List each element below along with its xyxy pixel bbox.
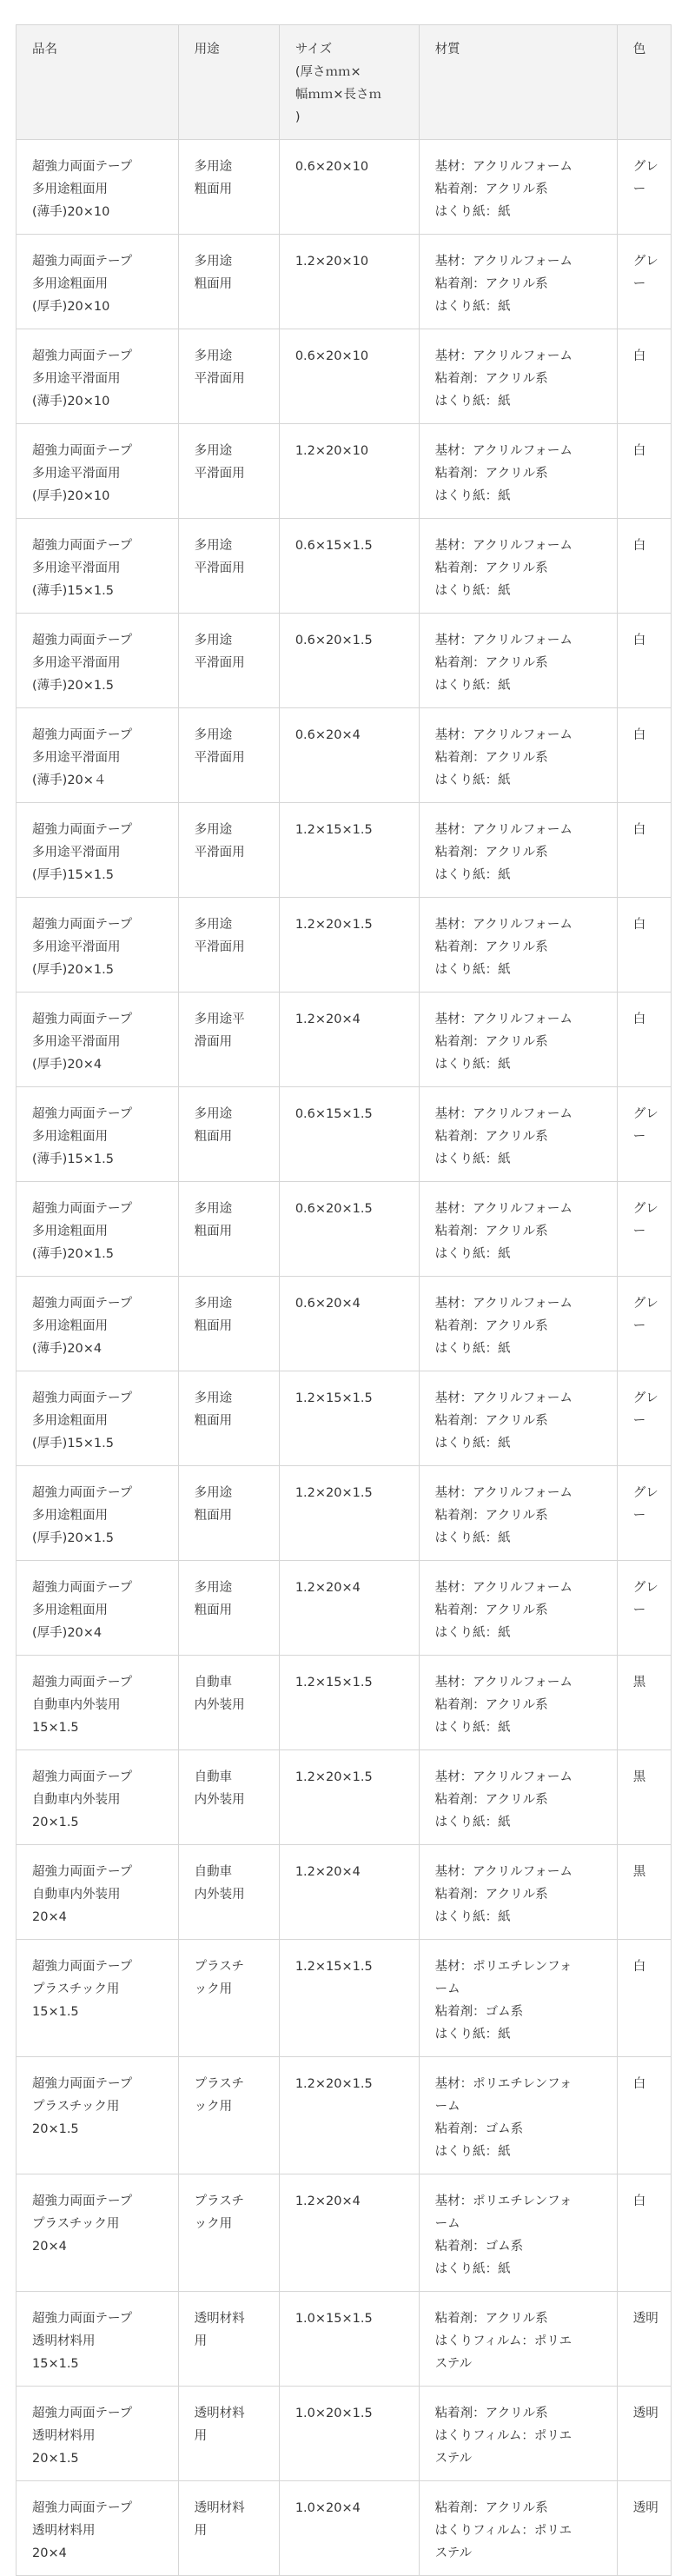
cell-usage: 透明材料 用 <box>178 2292 279 2387</box>
cell-product-name: 超強力両面テープ 自動車内外装用 20×4 <box>17 1845 179 1940</box>
cell-material: 粘着剤：アクリル系 はくりフィルム：ポリエ ステル <box>419 2292 617 2387</box>
cell-material: 基材：アクリルフォーム 粘着剤：アクリル系 はくり紙：紙 <box>419 1845 617 1940</box>
cell-material: 基材：アクリルフォーム 粘着剤：アクリル系 はくり紙：紙 <box>419 708 617 803</box>
cell-product-name: 超強力両面テープ 多用途粗面用 (薄手)20×1.5 <box>17 1182 179 1277</box>
cell-size: 0.6×20×1.5 <box>279 614 419 708</box>
cell-color: 白 <box>617 2174 671 2292</box>
header-color: 色 <box>617 25 671 140</box>
cell-product-name: 超強力両面テープ 多用途平滑面用 (薄手)20×10 <box>17 329 179 424</box>
table-row <box>17 1371 672 1466</box>
table-row <box>17 424 672 519</box>
cell-product-name: 超強力両面テープ 多用途粗面用 (厚手)20×4 <box>17 1561 179 1656</box>
table-row <box>17 708 672 803</box>
cell-size: 0.6×20×10 <box>279 329 419 424</box>
product-spec-table-container <box>16 24 672 2576</box>
cell-product-name: 超強力両面テープ 多用途粗面用 (厚手)20×10 <box>17 235 179 329</box>
cell-size: 1.2×15×1.5 <box>279 1656 419 1750</box>
cell-usage: 自動車 内外装用 <box>178 1845 279 1940</box>
cell-size: 0.6×20×4 <box>279 708 419 803</box>
cell-size: 0.6×15×1.5 <box>279 1087 419 1182</box>
cell-color: グレー <box>617 1466 671 1561</box>
cell-usage: 多用途 粗面用 <box>178 235 279 329</box>
cell-material: 基材：アクリルフォーム 粘着剤：アクリル系 はくり紙：紙 <box>419 1277 617 1371</box>
cell-usage: 多用途 平滑面用 <box>178 708 279 803</box>
cell-material: 基材：アクリルフォーム 粘着剤：アクリル系 はくり紙：紙 <box>419 898 617 993</box>
cell-product-name: 超強力両面テープ 多用途粗面用 (厚手)15×1.5 <box>17 1371 179 1466</box>
table-row <box>17 2057 672 2174</box>
cell-material: 基材：ポリエチレンフォ ーム 粘着剤：ゴム系 はくり紙：紙 <box>419 2174 617 2292</box>
cell-material: 基材：アクリルフォーム 粘着剤：アクリル系 はくり紙：紙 <box>419 803 617 898</box>
cell-color: 白 <box>617 614 671 708</box>
cell-material: 粘着剤：アクリル系 はくりフィルム：ポリエ ステル <box>419 2387 617 2481</box>
cell-product-name: 超強力両面テープ 多用途粗面用 (薄手)15×1.5 <box>17 1087 179 1182</box>
table-row <box>17 803 672 898</box>
cell-material: 基材：アクリルフォーム 粘着剤：アクリル系 はくり紙：紙 <box>419 1656 617 1750</box>
cell-color: 白 <box>617 993 671 1087</box>
cell-color: 白 <box>617 803 671 898</box>
table-row <box>17 1561 672 1656</box>
cell-size: 1.2×20×1.5 <box>279 1750 419 1845</box>
cell-product-name: 超強力両面テープ 多用途平滑面用 (厚手)20×1.5 <box>17 898 179 993</box>
cell-material: 基材：アクリルフォーム 粘着剤：アクリル系 はくり紙：紙 <box>419 1750 617 1845</box>
header-material: 材質 <box>419 25 617 140</box>
cell-color: グレー <box>617 1561 671 1656</box>
product-spec-table <box>16 24 672 2576</box>
cell-size: 1.2×20×10 <box>279 424 419 519</box>
table-row <box>17 1845 672 1940</box>
cell-size: 1.2×15×1.5 <box>279 1940 419 2057</box>
cell-usage: 多用途 平滑面用 <box>178 424 279 519</box>
table-row <box>17 2174 672 2292</box>
cell-color: グレー <box>617 1371 671 1466</box>
cell-product-name: 超強力両面テープ 多用途平滑面用 (薄手)20×1.5 <box>17 614 179 708</box>
cell-material: 基材：ポリエチレンフォ ーム 粘着剤：ゴム系 はくり紙：紙 <box>419 2057 617 2174</box>
cell-usage: 多用途 粗面用 <box>178 1466 279 1561</box>
cell-material: 基材：アクリルフォーム 粘着剤：アクリル系 はくり紙：紙 <box>419 1466 617 1561</box>
cell-size: 0.6×15×1.5 <box>279 519 419 614</box>
cell-usage: 多用途 平滑面用 <box>178 803 279 898</box>
cell-usage: プラスチ ック用 <box>178 2057 279 2174</box>
cell-product-name: 超強力両面テープ 多用途粗面用 (薄手)20×4 <box>17 1277 179 1371</box>
cell-size: 0.6×20×4 <box>279 1277 419 1371</box>
cell-material: 基材：アクリルフォーム 粘着剤：アクリル系 はくり紙：紙 <box>419 424 617 519</box>
cell-size: 1.0×20×1.5 <box>279 2387 419 2481</box>
table-row <box>17 329 672 424</box>
table-row <box>17 614 672 708</box>
cell-material: 基材：アクリルフォーム 粘着剤：アクリル系 はくり紙：紙 <box>419 1182 617 1277</box>
cell-material: 基材：アクリルフォーム 粘着剤：アクリル系 はくり紙：紙 <box>419 1561 617 1656</box>
table-row <box>17 519 672 614</box>
cell-material: 基材：アクリルフォーム 粘着剤：アクリル系 はくり紙：紙 <box>419 1371 617 1466</box>
cell-material: 基材：アクリルフォーム 粘着剤：アクリル系 はくり紙：紙 <box>419 140 617 235</box>
cell-usage: 多用途 粗面用 <box>178 1182 279 1277</box>
table-row <box>17 2387 672 2481</box>
table-row <box>17 1087 672 1182</box>
table-row <box>17 1466 672 1561</box>
cell-usage: 多用途 粗面用 <box>178 1371 279 1466</box>
cell-size: 1.2×20×1.5 <box>279 898 419 993</box>
cell-usage: 自動車 内外装用 <box>178 1750 279 1845</box>
cell-size: 1.0×15×1.5 <box>279 2292 419 2387</box>
cell-usage: 多用途 粗面用 <box>178 1087 279 1182</box>
cell-product-name: 超強力両面テープ 多用途粗面用 (厚手)20×1.5 <box>17 1466 179 1561</box>
cell-product-name: 超強力両面テープ プラスチック用 20×1.5 <box>17 2057 179 2174</box>
cell-color: 黒 <box>617 1845 671 1940</box>
cell-size: 1.2×20×10 <box>279 235 419 329</box>
cell-color: グレー <box>617 1277 671 1371</box>
table-row <box>17 1940 672 2057</box>
cell-product-name: 超強力両面テープ 多用途平滑面用 (厚手)20×4 <box>17 993 179 1087</box>
cell-product-name: 超強力両面テープ 多用途平滑面用 (薄手)15×1.5 <box>17 519 179 614</box>
cell-color: 白 <box>617 519 671 614</box>
cell-material: 基材：アクリルフォーム 粘着剤：アクリル系 はくり紙：紙 <box>419 235 617 329</box>
cell-size: 1.2×15×1.5 <box>279 803 419 898</box>
cell-size: 1.2×20×1.5 <box>279 1466 419 1561</box>
cell-color: グレー <box>617 235 671 329</box>
cell-color: 白 <box>617 424 671 519</box>
cell-material: 基材：アクリルフォーム 粘着剤：アクリル系 はくり紙：紙 <box>419 1087 617 1182</box>
header-row <box>17 25 672 140</box>
cell-product-name: 超強力両面テープ 多用途平滑面用 (厚手)20×10 <box>17 424 179 519</box>
table-row <box>17 1750 672 1845</box>
table-row <box>17 898 672 993</box>
header-product-name: 品名 <box>17 25 179 140</box>
table-header <box>17 25 672 140</box>
cell-product-name: 超強力両面テープ 自動車内外装用 15×1.5 <box>17 1656 179 1750</box>
cell-color: グレー <box>617 1087 671 1182</box>
cell-size: 0.6×20×10 <box>279 140 419 235</box>
cell-color: 白 <box>617 708 671 803</box>
cell-size: 1.2×20×4 <box>279 1845 419 1940</box>
cell-product-name: 超強力両面テープ 多用途粗面用 (薄手)20×10 <box>17 140 179 235</box>
cell-size: 1.0×20×4 <box>279 2481 419 2576</box>
table-row <box>17 1656 672 1750</box>
cell-usage: 多用途 平滑面用 <box>178 329 279 424</box>
cell-product-name: 超強力両面テープ 透明材料用 20×4 <box>17 2481 179 2576</box>
cell-color: 透明 <box>617 2387 671 2481</box>
cell-color: 白 <box>617 1940 671 2057</box>
cell-color: 黒 <box>617 1656 671 1750</box>
header-usage: 用途 <box>178 25 279 140</box>
cell-usage: 多用途 粗面用 <box>178 140 279 235</box>
cell-product-name: 超強力両面テープ 透明材料用 20×1.5 <box>17 2387 179 2481</box>
cell-color: 白 <box>617 329 671 424</box>
cell-usage: 多用途 粗面用 <box>178 1277 279 1371</box>
cell-product-name: 超強力両面テープ 透明材料用 15×1.5 <box>17 2292 179 2387</box>
cell-usage: 多用途 平滑面用 <box>178 519 279 614</box>
cell-material: 基材：アクリルフォーム 粘着剤：アクリル系 はくり紙：紙 <box>419 329 617 424</box>
cell-usage: 透明材料 用 <box>178 2481 279 2576</box>
table-row <box>17 993 672 1087</box>
cell-material: 基材：アクリルフォーム 粘着剤：アクリル系 はくり紙：紙 <box>419 993 617 1087</box>
cell-color: グレー <box>617 1182 671 1277</box>
table-row <box>17 2481 672 2576</box>
cell-usage: 透明材料 用 <box>178 2387 279 2481</box>
cell-color: 白 <box>617 2057 671 2174</box>
cell-product-name: 超強力両面テープ 多用途平滑面用 (薄手)20×４ <box>17 708 179 803</box>
table-row <box>17 1277 672 1371</box>
cell-product-name: 超強力両面テープ 多用途平滑面用 (厚手)15×1.5 <box>17 803 179 898</box>
cell-usage: 多用途 粗面用 <box>178 1561 279 1656</box>
cell-size: 0.6×20×1.5 <box>279 1182 419 1277</box>
cell-usage: 多用途平 滑面用 <box>178 993 279 1087</box>
table-row <box>17 2292 672 2387</box>
cell-material: 基材：ポリエチレンフォ ーム 粘着剤：ゴム系 はくり紙：紙 <box>419 1940 617 2057</box>
cell-product-name: 超強力両面テープ 自動車内外装用 20×1.5 <box>17 1750 179 1845</box>
table-row <box>17 1182 672 1277</box>
cell-material: 粘着剤：アクリル系 はくりフィルム：ポリエ ステル <box>419 2481 617 2576</box>
table-row <box>17 140 672 235</box>
table-body <box>17 140 672 2576</box>
cell-product-name: 超強力両面テープ プラスチック用 15×1.5 <box>17 1940 179 2057</box>
cell-color: 透明 <box>617 2481 671 2576</box>
cell-usage: プラスチ ック用 <box>178 2174 279 2292</box>
cell-product-name: 超強力両面テープ プラスチック用 20×4 <box>17 2174 179 2292</box>
cell-usage: 多用途 平滑面用 <box>178 614 279 708</box>
cell-usage: 自動車 内外装用 <box>178 1656 279 1750</box>
cell-color: 白 <box>617 898 671 993</box>
cell-size: 1.2×15×1.5 <box>279 1371 419 1466</box>
cell-color: 透明 <box>617 2292 671 2387</box>
cell-color: グレー <box>617 140 671 235</box>
cell-material: 基材：アクリルフォーム 粘着剤：アクリル系 はくり紙：紙 <box>419 614 617 708</box>
cell-usage: プラスチ ック用 <box>178 1940 279 2057</box>
cell-color: 黒 <box>617 1750 671 1845</box>
table-row <box>17 235 672 329</box>
header-size: サイズ (厚さｍｍ× 幅ｍｍ×長さｍ ) <box>279 25 419 140</box>
cell-size: 1.2×20×1.5 <box>279 2057 419 2174</box>
cell-size: 1.2×20×4 <box>279 2174 419 2292</box>
cell-size: 1.2×20×4 <box>279 993 419 1087</box>
cell-material: 基材：アクリルフォーム 粘着剤：アクリル系 はくり紙：紙 <box>419 519 617 614</box>
cell-size: 1.2×20×4 <box>279 1561 419 1656</box>
cell-usage: 多用途 平滑面用 <box>178 898 279 993</box>
